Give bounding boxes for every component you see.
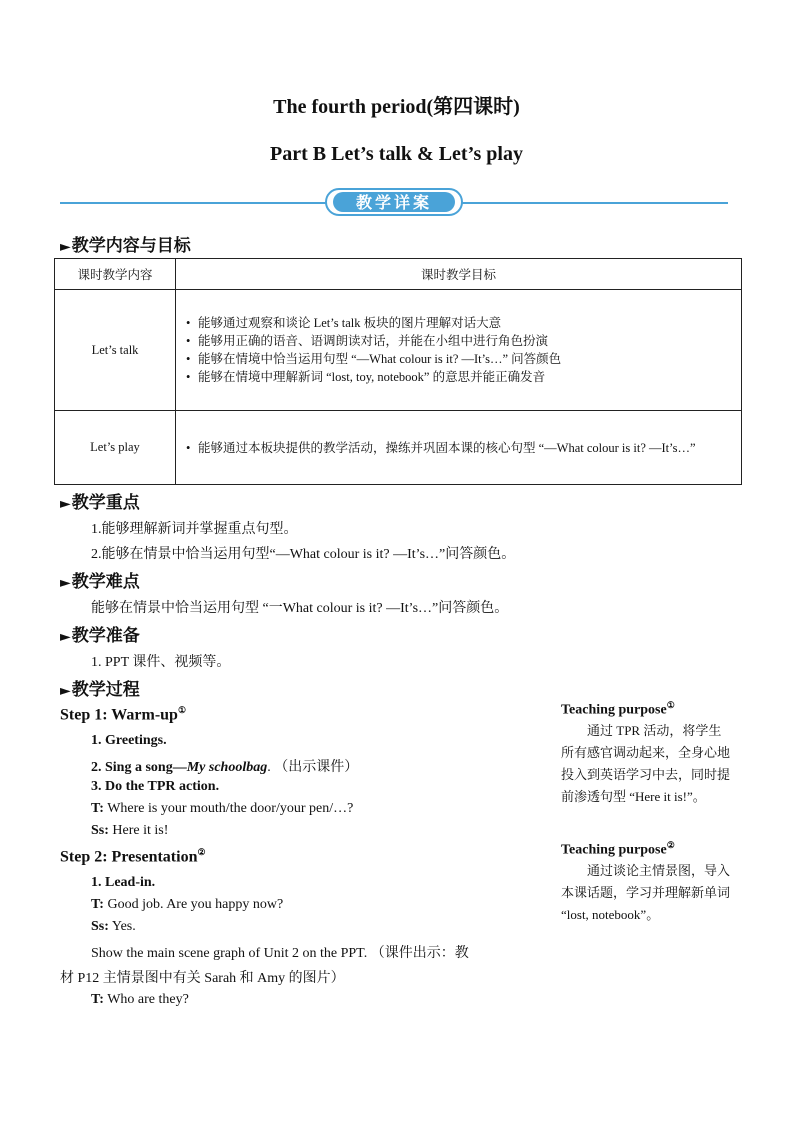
step2-line: 材 P12 主情景图中有关 Sarah 和 Amy 的图片） bbox=[60, 971, 345, 986]
goal-item: • 能够用正确的语音、语调朗读对话，并能在小组中进行角色扮演 bbox=[186, 332, 741, 350]
dialogue-line: Ss: Here it is! bbox=[91, 823, 169, 838]
dialogue-line: Ss: Yes. bbox=[91, 919, 136, 934]
side-note-title: Teaching purpose② bbox=[561, 840, 675, 858]
section-heading-key-points: ►教学重点 bbox=[60, 493, 140, 513]
step2-line: Show the main scene graph of Unit 2 on the PPT. （课件出示：教 bbox=[91, 946, 469, 961]
goal-item: • 能够在情境中理解新词 “lost, toy, notebook” 的意思并能正确发音 bbox=[186, 368, 741, 386]
dialogue-line: T: Where is your mouth/the door/your pen/…? bbox=[91, 801, 354, 816]
side-note-text: 通过 TPR 活动，将学生所有感官调动起来，全身心地投入到英语学习中去，同时提前渗透句型 “Here it is!”。 bbox=[561, 723, 731, 804]
preparation-text: 1. PPT 课件、视频等。 bbox=[91, 655, 231, 670]
step1-line: 2. Sing a song—My schoolbag. （出示课件） bbox=[91, 760, 359, 775]
section-heading-preparation: ►教学准备 bbox=[60, 626, 140, 646]
step-1-title: Step 1: Warm-up① bbox=[60, 705, 187, 724]
step1-line: 1. Greetings. bbox=[91, 733, 167, 748]
table-cell-goals bbox=[176, 411, 742, 485]
table-header-row bbox=[55, 259, 742, 290]
footnote-mark: ② bbox=[197, 847, 206, 857]
step-2-title: Step 2: Presentation② bbox=[60, 847, 206, 866]
key-point-2: 2.能够在情景中恰当运用句型“—What colour is it? —It’s…”问答颜色。 bbox=[91, 547, 516, 562]
banner-line-left bbox=[60, 202, 330, 204]
table-header-content: 课时教学内容 bbox=[55, 259, 176, 290]
goals-table bbox=[54, 258, 742, 485]
goal-item: • 能够通过观察和谈论 Let’s talk 板块的图片理解对话大意 bbox=[186, 314, 741, 332]
dialogue-line: T: Who are they? bbox=[91, 992, 189, 1007]
side-note-title: Teaching purpose① bbox=[561, 700, 675, 718]
footnote-mark: ① bbox=[177, 705, 187, 715]
banner-label: 教学详案 bbox=[355, 193, 432, 212]
table-row bbox=[55, 411, 742, 485]
difficulty-text: 能够在情景中恰当运用句型 “一What colour is it? —It’s…”问答颜色。 bbox=[91, 601, 509, 616]
goal-item: • 能够在情境中恰当运用句型 “—What colour is it? —It’s…” 问答颜色 bbox=[186, 350, 741, 368]
page-subtitle: Part B Let’s talk & Let’s play bbox=[270, 143, 523, 165]
step2-line: 1. Lead-in. bbox=[91, 875, 156, 890]
table-cell-goals bbox=[176, 290, 742, 411]
table-cell-content: Let’s talk bbox=[55, 290, 176, 411]
side-note-text: 通过谈论主情景图，导入本课话题，学习并理解新单词 “lost, notebook”。 bbox=[561, 863, 731, 922]
section-heading-process: ►教学过程 bbox=[60, 680, 140, 700]
section-heading-content-goals: ►教学内容与目标 bbox=[60, 236, 191, 256]
section-heading-difficulties: ►教学难点 bbox=[60, 572, 140, 592]
table-header-goals: 课时教学目标 bbox=[176, 259, 742, 290]
goal-item: • 能够通过本板块提供的教学活动，操练并巩固本课的核心句型 “—What colour is it? —It’s…” bbox=[186, 439, 711, 457]
dialogue-line: T: Good job. Are you happy now? bbox=[91, 897, 284, 912]
step1-line: 3. Do the TPR action. bbox=[91, 779, 220, 794]
banner-line-right bbox=[460, 202, 728, 204]
table-row bbox=[55, 290, 742, 411]
page-title: The fourth period(第四课时) bbox=[273, 96, 520, 118]
key-point-1: 1.能够理解新词并掌握重点句型。 bbox=[91, 522, 298, 537]
table-cell-content: Let’s play bbox=[55, 411, 176, 485]
